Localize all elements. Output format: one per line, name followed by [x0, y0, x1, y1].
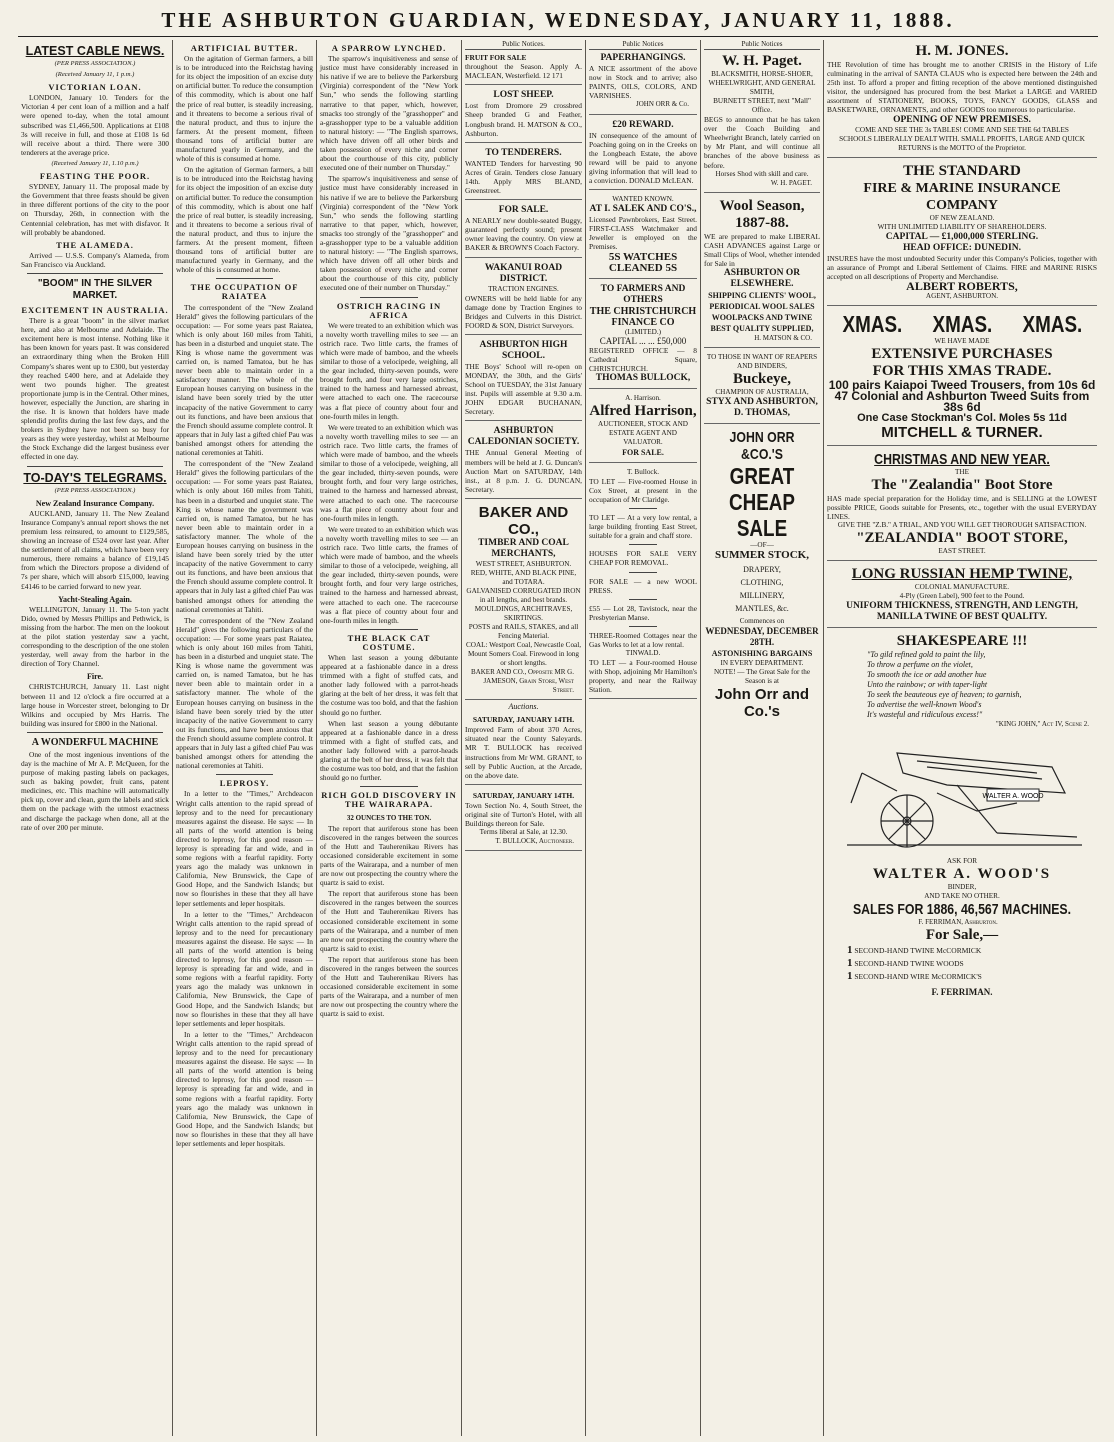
ad-capital: CAPITAL — £1,000,000 STERLING.	[885, 231, 1039, 242]
ad-highlight: 5S WATCHES CLEANED 5S	[608, 250, 678, 274]
ad-terms: Terms liberal at Sale, at 12.30.	[479, 828, 568, 837]
ad-item: FOR SALE — a new WOOL PRESS.	[589, 576, 697, 595]
ad-label: TINWALD.	[625, 649, 661, 658]
paget-ad	[704, 50, 820, 193]
ad-heading: MANILLA TWINE OF BEST QUALITY.	[876, 612, 1048, 623]
section-label: Public Notices	[589, 40, 697, 50]
ad-goods: MANTLES, &c.	[735, 604, 789, 614]
article-text: SYDNEY, January 11. The proposal made by the Government that three feasts should be given in three different portions of the city to the poor on Thursday, 26th, in connection with the Centennial celebration, has met with disfavor. It will probably be abandoned.	[21, 182, 169, 237]
ad-goods: CLOTHING,	[740, 578, 784, 588]
ad-text: OWNERS will be held liable for any damage done by Traction Engines to Bridges and Culverts in this District. FOORD & SON, District Surveyors.	[465, 293, 582, 330]
ad-signature: MITCHELL & TURNER.	[881, 423, 1043, 441]
ad-title: TO FARMERS AND OTHERS	[600, 283, 686, 305]
buggy-ad	[465, 202, 582, 257]
ad-address: WEST STREET, ASHBURTON.	[475, 559, 572, 568]
article-heading: OSTRICH RACING IN AFRICA	[336, 300, 442, 320]
machine-label: WALTER A. WOOD	[982, 793, 1044, 801]
poem-line: To seek the beauteous eye of heaven; to garnish,	[867, 690, 1022, 700]
ad-text: Licensed Pawnbrokers, East Street. FIRST-CLASS Watchmaker and Jeweller is employed on the Premises.	[589, 215, 697, 252]
ad-title: Wool Season,	[719, 197, 805, 214]
article-text: Arrived — U.S.S. Company's Alameda, from San Francisco via Auckland.	[21, 250, 169, 269]
ad-line: SCHOOLS LIBERALLY DEALT WITH. SMALL PROFITS, LARGE AND QUICK RETURNS is the MOTTO of the Proprietor.	[839, 134, 1085, 152]
tenderers-ad	[465, 145, 582, 200]
article-heading: A SPARROW LYNCHED.	[331, 43, 447, 53]
ad-text: BEGS to announce that he has taken over the Coach Building and Wheelwright Branch, lately carried on by Mr Plant, and will continue all branches of the above business as before.	[704, 115, 820, 170]
ad-of: —OF—	[750, 541, 774, 550]
ad-label: WANTED KNOWN.	[612, 195, 674, 204]
ad-address: EAST STREET.	[938, 547, 986, 556]
ad-title: ASHBURTON CALEDONIAN SOCIETY.	[467, 426, 580, 448]
ad-heading: FOR THIS XMAS TRADE.	[872, 362, 1052, 379]
ad-heading: OPENING OF NEW PREMISES.	[893, 114, 1031, 125]
twine-ad	[827, 563, 1097, 628]
article-subheading: 32 OUNCES TO THE TON.	[346, 813, 432, 822]
ad-title: H. M. JONES.	[915, 43, 1009, 59]
ad-heading: EXTENSIVE PURCHASES	[871, 345, 1053, 362]
section-heading: TO-DAY'S TELEGRAMS.	[23, 470, 167, 485]
list-item: 1 SECOND-HAND TWINE WOODS	[847, 957, 964, 970]
ad-text: HAS made special preparation for the Holiday time, and is SELLING at the LOWEST possible PRICE, Goods suitable for Presents, etc., together with the usual EVERYDAY LINES.	[827, 493, 1097, 522]
ad-item: TO LET — At a very low rental, a large building fronting East Street, suitable for a grain and chaff store.	[589, 513, 697, 541]
ad-text: Lost from Dromore 29 crossbred Sheep branded G and Feather, Longbush brand. H. MATSON & CO., Ashburton.	[465, 101, 582, 138]
ad-title: FRUIT FOR SALE	[465, 53, 527, 63]
ad-text: A NICE assortment of the above now in Stock and to arrive; also PAINTS, OILS, COLORS, AND VARNISHES.	[589, 64, 697, 101]
ad-line: ASK FOR	[946, 857, 978, 866]
article-text: We were treated to an exhibition which was a novelty worth travelling miles to see — an ostrich race. Two little carts, the frames of which were made of bamboo, and the wheels similar to those of a velocipede, weighing, all the gear included, thirty-seven pounds, were brought forth, and four very large ostriches, trained to the harness and harnessed abreast, were attached to each one. The racecourse was a flat piece of country about four and one-fourth miles in length.	[320, 422, 458, 523]
walter-wood-ad	[827, 630, 1097, 1002]
ad-title: WAKANUI ROAD DISTRICT.	[484, 262, 563, 284]
article-text: One of the most ingenious inventions of the day is the machine of Mr A. P. McQueen, for the purpose of making pasting labels on packages, such as baking powder, fruit cans, patent medicines, etc. This machine will automatically pick up, cover and clean, gum the labels and stick them on the package with the utmost exactness and discharge the package when done, all at the rate of over 200 per minute.	[21, 749, 169, 832]
xmas-word: XMAS.	[842, 310, 902, 337]
ad-title: WALTER A. WOOD'S	[872, 866, 1052, 883]
ad-text: Town Section No. 4, South Street, the original site of Turton's Hotel, with all Buildings thereon for Sale.	[465, 800, 582, 829]
ad-item: TO LET — a Four-roomed House with Shop, adjoining Mr Hamilton's property, and near the Railway Station.	[589, 658, 697, 695]
article-text: In a letter to the "Times," Archdeacon Wright calls attention to the rapid spread of leprosy and to the need for precautionary measures against the disease. He says: — In all parts of the world attention is being directed to leprosy, for this good reason — leprosy is spreading far and wide, and in some regions with a fearful rapidity. Forty years ago the malady was unknown in California, New Brunswick, the Cape of Good Hope, and the Sandwich Islands; but now so flourishes in these that they all have leper settlements and leper hospitals.	[176, 909, 313, 1028]
ad-heading: BEST QUALITY SUPPLIED,	[710, 324, 814, 334]
ad-title: £20 REWARD.	[612, 119, 674, 130]
ad-signature: H. MATSON & CO.	[754, 334, 812, 343]
article-text: On the agitation of German farmers, a bill is to be introduced into the Reichstag having for its object the imposition of an excise duty on artificial butter. To reduce the consumption of this commodity, which is about one half the price of real butter, is steadily increasing, and it threatens to become a serious rival of the natural product, and thus to injure the farmers. At the present moment, fifteen thousand tons of artificial butter are manufactured yearly in Germany, and the whole of this is consumed at home.	[176, 165, 313, 275]
ad-title: BAKER AND CO.,	[478, 503, 569, 538]
ad-item: POSTS and RAILS, STAKES, and all Fencing Material.	[468, 622, 579, 640]
article-text: The correspondent of the "New Zealand Herald" gives the following particulars of the occupation: — For some years past Raiatea, which is only about 160 miles from Tahiti, has been in a disturbed and unquiet state. The King is whose name the government was carried on, is named Tamatoa, but he has never been able to maintain order in a satisfactory manner. The whole of the European houses carrying on business in the island have been sorely tried by the utter incapacity of the native Government to carry out its functions, and have been anxious that the French should assume complete control. It appears that in July last a gifted chief Pau was banished amongst others for attending the national ceremonies at Tahiti.	[176, 302, 313, 458]
ad-item: COAL: Westport Coal, Newcastle Coal, Mount Somers Coal. Firewood in long or short lengths.	[465, 640, 582, 667]
ad-heading: ASTONISHING BARGAINS	[711, 649, 813, 659]
ad-subtitle: COLONIAL MANUFACTURE.	[914, 583, 1010, 592]
ad-date: WEDNESDAY, DECEMBER 28TH.	[705, 626, 819, 648]
ad-goods: DRAPERY,	[743, 565, 781, 575]
poem-line: To throw a perfume on the violet,	[867, 660, 973, 670]
ad-subtitle: IN EVERY DEPARTMENT.	[720, 659, 804, 668]
ad-signature: T. BULLOCK, Auctioneer.	[495, 837, 574, 846]
article-heading: FEASTING THE POOR.	[39, 171, 151, 182]
ad-label: T. Bullock.	[626, 467, 659, 476]
ad-text: WANTED Tenders for harvesting 90 Acres of Grain. Tenders close January 14th. Apply MRS BLAND, Greenstreet.	[465, 158, 582, 196]
high-school-ad	[465, 337, 582, 422]
ad-text: Improved Farm of about 370 Acres, situated near the County Saleyards. MR T. BULLOCK has received instructions from Mr WM. GRANT, to sell by Public Auction, at the Arcade, on the above date.	[465, 725, 582, 780]
ad-offer: 47 Colonial and Ashburton Tweed Suits from 38s 6d	[834, 388, 1090, 414]
poem-line: It's wasteful and ridiculous excess!"	[867, 710, 983, 720]
byline: (PER PRESS ASSOCIATION.)	[54, 60, 136, 67]
ad-text: THE Annual General Meeting of members will be held at J. G. Duncan's Auction Mart on SATURDAY, 14th inst., at 8 p.m. J. G. DUNCAN, Secretary.	[465, 448, 582, 494]
ad-text: REGISTERED OFFICE — 8 Cathedral Square, CHRISTCHURCH.	[589, 345, 697, 373]
article-heading: THE ALAMEDA.	[56, 239, 134, 250]
list-item-label: SECOND-HAND WIRE McCORMICK'S	[854, 972, 982, 982]
ad-note: Horses Shod with skill and care.	[715, 169, 809, 178]
section-label: Public Notices	[704, 40, 820, 50]
john-orr-sale-ad	[704, 426, 820, 724]
ad-text: IN consequence of the amount of Poaching going on in the Creeks on the Longbeach Estate, the above reward will be paid to anyone giving information that will lead to a conviction. DONALD McLEAN.	[589, 130, 697, 186]
column-articles-a	[173, 40, 316, 1438]
ad-title: THE STANDARD	[903, 162, 1021, 179]
article-text: There is a great "boom" in the silver market here, and also at Melbourne and Adelaide. The excitement here is most intense. Nothing like it has been known for years past. It was considered an extraordinary thing when the Broken Hill Company's shares went up to £300, but yesterday they reached £400 here, and at Adelaide they went two pounds higher. The greatest proportionate jump is in the Central. Other mines, however, especially the Junction, are sharing in the rise. It is known that holders have made splendid profits during the last few days, and the brokers in Sydney have not been so busy for years as they were yesterday, whilst at Melbourne the Stock Exchange did the largest business ever effected in one day.	[21, 316, 169, 462]
section-label: Auctions.	[508, 702, 539, 712]
column-public-notices-b	[586, 40, 700, 1438]
auction-ad	[465, 711, 582, 785]
list-item-label: SECOND-HAND TWINE WOODS	[854, 959, 964, 969]
article-heading: Yacht-Stealing Again.	[58, 594, 132, 604]
ad-heading: FOR SALE.	[622, 447, 664, 457]
ad-note: Commences on	[739, 617, 785, 626]
article-text: LONDON, January 10. Tenders for the Victorian 4 per cent loan of a million and a half were opened to-day, when the total amount subscribed was £1,466,500. Applications at £108 3s will receive in full, and those at £108 1s 6d will receive about a third. There were 300 tenderers at the average price.	[21, 93, 169, 157]
article-text: The correspondent of the "New Zealand Herald" gives the following particulars of the occupation: — For some years past Raiatea, which is only about 160 miles from Tahiti, has been in a disturbed and unquiet state. The King is whose name the government was carried on, is named Tamatoa, but he has never been able to maintain order in a satisfactory manner. The whole of the European houses carrying on business in the island have been sorely tried by the utter incapacity of the native Government to carry out its functions, and have been anxious that the French should assume complete control. It appears that in July last a gifted chief Pau was banished amongst others for attending the national ceremonies at Tahiti.	[176, 615, 313, 771]
ad-title: LONG RUSSIAN HEMP TWINE,	[851, 566, 1073, 583]
masthead	[18, 6, 1098, 37]
section-label: Public Notices.	[465, 40, 582, 50]
standard-insurance-ad	[827, 160, 1097, 306]
ad-subtitle: BLACKSMITH, HORSE-SHOER, WHEELWRIGHT, AND GENERAL SMITH,	[708, 70, 816, 97]
ad-great: GREAT	[729, 463, 795, 490]
article-heading: THE OCCUPATION OF RAIATEA	[190, 282, 299, 302]
salek-ad	[589, 192, 697, 278]
lost-sheep-ad	[465, 87, 582, 142]
ad-subtitle: (LIMITED.)	[624, 327, 662, 336]
ad-subtitle: TRACTION ENGINES.	[488, 284, 559, 293]
ad-subtitle: WITH UNLIMITED LIABILITY OF SHAREHOLDERS.	[877, 222, 1047, 231]
article-text: WELLINGTON, January 11. The 5-ton yacht Dido, owned by Messrs Phillips and Pethwick, is missing from the harbor. The men on the lookout at the pilot station yesterday saw a yacht, corresponding to the description of the one stolen yesterday, well away from the harbor in the direction of Tory Channel.	[21, 604, 169, 669]
article-text: The sparrow's inquisitiveness and sense of justice must have considerably increased in his native if we are to believe the Parkersburg (Virginia) correspondent of the "New York Sun," who sends the following startling narrative to that paper, which, however, smacks too strongly of the "grasshopper" and a-grasshopper type to be a valuable addition to natural history: — "The English sparrows, which have driven off all other birds and taken possession of every niche and corner about the courthouse of this city, publicly executed one of their number on Thursday."	[320, 174, 458, 293]
auction-ad	[465, 787, 582, 851]
article-heading: Fire.	[86, 672, 104, 682]
ad-label: A. Harrison.	[625, 393, 661, 402]
list-item: 1 SECOND-HAND TWINE McCORMICK	[847, 944, 982, 957]
article-text: In a letter to the "Times," Archdeacon Wright calls attention to the rapid spread of leprosy and to the need for precautionary measures against the disease. He says: — In all parts of the world attention is being directed to leprosy, for this good reason — leprosy is spreading far and wide, and in some regions with a fearful rapidity. Forty years ago the malady was unknown in California, New Brunswick, the Cape of Good Hope, and the Sandwich Islands; but now so flourishes in these that they all have leper settlements and leper hospitals.	[176, 789, 313, 908]
ad-office: HEAD OFFICE: DUNEDIN.	[903, 242, 1021, 253]
ad-year: 1887-88.	[735, 214, 789, 231]
wakanui-ad	[465, 260, 582, 335]
ad-company: THE CHRISTCHURCH FINANCE CO	[589, 305, 697, 328]
ad-subtitle: AND TAKE NO OTHER.	[924, 892, 1000, 901]
ad-cheap-sale: CHEAP SALE	[728, 489, 796, 542]
second-hand-list	[827, 944, 1097, 983]
ad-signature: John Orr and Co.'s	[714, 686, 810, 721]
ad-text: WE are prepared to make LIBERAL CASH ADVANCES against Large or Small Clips of Wool, whether intended for Sale in	[704, 231, 820, 269]
article-heading: THE BLACK CAT COSTUME.	[347, 632, 431, 652]
binder-machine-illustration	[837, 733, 1087, 853]
article-heading: ARTIFICIAL BUTTER.	[190, 43, 299, 53]
ad-heading: SHIPPING CLIENTS' WOOL,	[708, 291, 816, 301]
ad-signature: ALBERT ROBERTS,	[906, 278, 1018, 293]
article-heading: RICH GOLD DISCOVERY IN THE WAIRARAPA.	[321, 790, 457, 810]
article-text: CHRISTCHURCH, January 11. Last night between 11 and 12 o'clock a fire occurred at a large house in Worcester street, belonging to Dr Wilkins and occupied by Mrs Harris. The building was insured for £800 in the National.	[21, 682, 169, 728]
ad-heading: WOOLPACKS AND TWINE	[711, 313, 813, 323]
ad-title: PAPERHANGINGS.	[600, 53, 686, 64]
ad-title: Alfred Harrison,	[589, 402, 697, 419]
ad-heading: PERIODICAL WOOL SALES	[709, 302, 815, 312]
poem-line: Unto the rainbow; or with taper-light	[867, 680, 988, 690]
article-heading: New Zealand Insurance Company.	[35, 498, 155, 508]
poem-line: To smooth the ice or add another hue	[867, 670, 987, 680]
ad-signature: W. H. PAGET.	[770, 178, 812, 187]
ad-subtitle: AGENT, ASHBURTON.	[925, 291, 999, 300]
poem	[827, 650, 1097, 720]
ad-item: TO LET — Five-roomed House in Cox Street, at present in the occupation of Mr Claridge.	[589, 476, 697, 504]
column-articles-b	[317, 40, 461, 1438]
finance-ad	[589, 281, 697, 389]
article-text: The correspondent of the "New Zealand Herald" gives the following particulars of the occupation: — For some years past Raiatea, which is only about 160 miles from Tahiti, has been in a disturbed and unquiet state. The King is whose name the government was carried on, is named Tamatoa, but he has never been able to maintain order in a satisfactory manner. The whole of the European houses carrying on business in the island have been sorely tried by the utter incapacity of the native Government to carry out its functions, and have been anxious that the French should assume complete control. It appears that in July last a gifted chief Pau was banished amongst others for attending the national ceremonies at Tahiti.	[176, 459, 313, 614]
ad-heading: STYX AND ASHBURTON,	[706, 397, 818, 408]
ad-subtitle: 4-Ply (Green Label), 900 feet to the Pound.	[899, 592, 1025, 601]
ad-note: NOTE! — The Great Sale for the Season is at	[713, 668, 811, 686]
ad-subtitle: TO THOSE IN WANT OF REAPERS AND BINDERS,	[706, 353, 818, 371]
ad-title: SHAKESPEARE !!!	[896, 633, 1028, 650]
ad-heading: ASHBURTON OR ELSEWHERE.	[723, 268, 801, 290]
paperhangings-ad	[589, 50, 697, 114]
xmas-word: XMAS.	[1022, 310, 1082, 337]
article-text: AUCKLAND, January 11. The New Zealand Insurance Company's annual report shows the net premium less reinsured, to amount to £129,585, showing an increase of £524 over last year. After the settlement of all claims, which have been very numerous, there remains a balance of £19,145 from which the Directors propose a dividend of 7s per share, which will absorb £15,000, leaving £4146 to be carried forward to new year.	[21, 508, 169, 591]
caledonian-ad	[465, 423, 582, 498]
ad-heading: For Sale,—	[925, 927, 999, 944]
ad-offer: One Case Stockman's Col. Moles 5s 11d	[857, 411, 1067, 424]
xmas-word: XMAS.	[932, 310, 992, 337]
article-text: The report that auriferous stone has been discovered in the ranges between the sources of the Hutt and Tauherenikau Rivers has occasioned considerable excitement in some parts of the Wairarapa, and a number of men are now out prospecting the country where the quartz is said to exist.	[320, 889, 458, 953]
newspaper-title: THE ASHBURTON GUARDIAN, WEDNESDAY, JANUARY 11, 1888.	[161, 8, 955, 32]
reward-ad	[589, 117, 697, 191]
article-text: We were treated to an exhibition which was a novelty worth travelling miles to see — an ostrich race. Two little carts, the frames of which were made of bamboo, and the wheels similar to those of a velocipede, weighing, all the gear included, thirty-seven pounds, were brought forth, and four very large ostriches, trained to the harness and harnessed abreast, were attached to each one. The racecourse was a flat piece of country about four and one-fourth miles in length.	[320, 320, 458, 421]
mitchell-turner-ad	[827, 308, 1097, 446]
ad-title: Buckeye,	[733, 371, 791, 388]
ad-title: W. H. Paget.	[722, 53, 802, 70]
article-subheading: EXCITEMENT IN AUSTRALIA.	[21, 304, 169, 315]
article-heading: VICTORIAN LOAN.	[48, 82, 142, 93]
article-heading: LEPROSY.	[219, 778, 270, 789]
ad-goods: MILLINERY,	[739, 591, 785, 601]
ad-text: THE Revolution of time has brought me to another CRISIS in the History of Life culminating in the arrival of SANTA CLAUS who is expected here between the 24th and 25th inst. To afford a proper and fitting reception of the above mentioned distinguished visitor, the undersigned has procured from the best Market a LARGE and VARIED assortment of STATIONERY, BOOKS, TOYS, FANCY GOODS, GLASS and BASKETWARE, ORNAMENTS, and other GOODS too numerous to particularise.	[827, 60, 1097, 115]
ad-subtitle: TIMBER AND COAL MERCHANTS,	[478, 537, 569, 559]
poem-line: To advertise the well-known Wood's	[867, 700, 982, 710]
ad-title: JOHN ORR &CO.'S	[729, 429, 795, 464]
poem-attribution: "KING JOHN," Act IV, Scene 2.	[995, 720, 1089, 729]
ad-subtitle: WE HAVE MADE	[934, 336, 990, 345]
ad-text: THE Boys' School will re-open on MONDAY, the 30th, and the Girls' School on TUESDAY, the 31st January inst. Pupils will assemble at 9.30 a.m. JOHN EDGAR BUCHANAN, Secretary.	[465, 361, 582, 417]
ad-item: THREE-Roomed Cottages near the Gas Works to let at a low rental.	[589, 630, 697, 649]
column-cable-news	[18, 40, 172, 1438]
column-public-notices-a	[462, 40, 585, 1438]
received-time: (Received January 11, 1.10 p.m.)	[51, 159, 139, 167]
article-text: When last season a young débutante appeared at a fashionable dance in a dress trimmed with a fight of stuffed cats, and another lady followed with a parrot-heads glaring at the belt of her dress, it was felt that the costume was too bold, and that the fashion should go no further.	[320, 653, 458, 717]
ad-address: BURNETT STREET, next "Mall" Office.	[713, 97, 811, 115]
section-heading: LATEST CABLE NEWS.	[25, 44, 165, 58]
ad-line: GIVE THE "Z.B." A TRIAL, AND YOU WILL GET THOROUGH SATISFACTION.	[837, 521, 1087, 530]
ad-text: INSURES have the most undoubted Security under this Company's Policies, together with an assurance of Prompt and Liberal Settlement of Claims. FIRE and MARINE RISKS accepted on all descriptions of Property and Merchandise.	[827, 253, 1097, 281]
byline: (PER PRESS ASSOCIATION.)	[54, 486, 136, 494]
ad-signature: F. FERRIMAN.	[931, 987, 993, 998]
ad-item: RED, WHITE, AND BLACK PINE, and TOTARA.	[470, 568, 577, 586]
article-text: The report that auriferous stone has been discovered in the ranges between the sources of the Hutt and Tauherenikau Rivers has occasioned considerable excitement in some parts of the Wairarapa, and a number of men are now out prospecting the country where the quartz is said to exist.	[320, 954, 458, 1019]
ad-subtitle: CHAMPION OF AUSTRALIA,	[715, 388, 809, 397]
ad-title: SATURDAY, JANUARY 14TH.	[472, 790, 575, 800]
harrison-ad	[589, 391, 697, 463]
ad-item: £55 — Lot 28, Tavistock, near the Presbyterian Manse.	[589, 603, 697, 622]
wool-season-ad	[704, 195, 820, 348]
ad-item: GALVANISED CORRUGATED IRON in all lengths, and best brands.	[466, 586, 581, 604]
ad-store-name: The "Zealandia" Boot Store	[871, 476, 1053, 493]
ad-title: TO TENDERERS.	[485, 147, 562, 158]
ad-title: AT I. SALEK AND CO'S.,	[589, 204, 697, 215]
ad-signature: JOHN ORR & Co.	[635, 100, 689, 109]
ad-heading: UNIFORM THICKNESS, STRENGTH, AND LENGTH,	[846, 601, 1078, 612]
zealandia-ad	[827, 448, 1097, 561]
xmas-banner	[827, 311, 1097, 337]
ad-line: COME AND SEE THE 3s TABLES! COME AND SEE THE 6d TABLES	[855, 125, 1069, 134]
article-text: In a letter to the "Times," Archdeacon Wright calls attention to the rapid spread of leprosy and to the need for precautionary measures against the disease. He says: — In all parts of the world attention is being directed to leprosy, for this good reason — leprosy is spreading far and wide, and in some regions with a fearful rapidity. Forty years ago the malady was unknown in California, New Brunswick, the Cape of Good Hope, and the Sandwich Islands; but now so flourishes in these that they all have leper settlements and leper hospitals.	[176, 1029, 313, 1148]
ad-subtitle: AUCTIONEER, STOCK AND ESTATE AGENT AND VALUATOR.	[598, 419, 688, 446]
ad-signature: "ZEALANDIA" BOOT STORE,	[856, 530, 1068, 547]
article-text: We were treated to an exhibition which was a novelty worth travelling miles to see — an ostrich race. Two little carts, the frames of which were made of bamboo, and the wheels similar to those of a velocipede, weighing, all the gear included, thirty-seven pounds, were brought forth, and four very large ostriches, trained to the harness and harnessed abreast, were attached to each one. The racecourse was a flat piece of country about four and one-fourth miles in length.	[320, 524, 458, 625]
ad-signature: F. FERRIMAN, Ashburton.	[918, 918, 998, 927]
ad-capital: CAPITAL ... ... £50,000	[599, 335, 687, 346]
ad-title: CHRISTMAS AND NEW YEAR.	[874, 450, 1050, 468]
ad-summer-stock: SUMMER STOCK,	[715, 549, 809, 562]
ad-offer: 100 pairs Kaiapoi Tweed Trousers, from 10s 6d	[828, 377, 1096, 392]
ad-item: MOULDINGS, ARCHITRAVES, SKIRTINGS.	[474, 604, 573, 622]
ad-title: FIRE & MARINE INSURANCE COMPANY	[863, 180, 1061, 213]
article-text: The report that auriferous stone has been discovered in the ranges between the sources of the Hutt and Tauherenikau Rivers has occasioned considerable excitement in some parts of the Wairarapa, and a number of men are now out prospecting the country where the quartz is said to exist.	[320, 823, 458, 888]
ad-subtitle: BINDER,	[947, 883, 977, 892]
baker-co-ad	[465, 501, 582, 700]
jones-ad	[827, 40, 1097, 158]
ad-title: ASHBURTON HIGH SCHOOL.	[479, 339, 568, 361]
article-text: When last season a young débutante appeared at a fashionable dance in a dress trimmed with a fight of stuffed cats, and another lady followed with a parrot-heads glaring at the belt of her dress, it was felt that the costume was too bold, and that the fashion should go no further.	[320, 718, 458, 783]
article-text: On the agitation of German farmers, a bill is to be introduced into the Reichstag having for its object the imposition of an excise duty on artificial butter. To reduce the consumption of this commodity, which is about one half the price of real butter, is steadily increasing, and it threatens to become a serious rival of the natural product, and thus to injure the farmers. At the present moment, fifteen thousand tons of artificial butter are manufactured yearly in Germany, and the whole of this is consumed at home.	[176, 54, 313, 164]
ad-signature: BAKER AND CO., Opposite MR G. JAMESON, Grain Store, West Street.	[471, 667, 574, 695]
list-item-label: SECOND-HAND TWINE McCORMICK	[854, 946, 982, 956]
ad-the: THE	[955, 467, 969, 476]
article-text: The sparrow's inquisitiveness and sense of justice must have considerably increased in his native if we are to believe the Parkersburg (Virginia) correspondent of the "New York Sun," who sends the following startling narrative to that paper, which, however, smacks too strongly of the "grasshopper" and a-grasshopper type to be a valuable addition to natural history: — "The English sparrows, which have driven off all other birds and taken possession of every niche and corner about the courthouse of this city, publicly executed one of their number on Thursday."	[320, 54, 458, 173]
ad-signature: THOMAS BULLOCK,	[595, 372, 691, 383]
bullock-ad	[589, 465, 697, 700]
ad-subtitle: OF NEW ZEALAND.	[929, 213, 995, 222]
buckeye-ad	[704, 350, 820, 424]
fruit-ad	[465, 50, 582, 85]
column-public-notices-c	[701, 40, 823, 1438]
article-heading: "BOOM" IN THE SILVER MARKET.	[37, 277, 153, 301]
poem-line: "To gild refined gold to paint the lily,	[867, 650, 986, 660]
ad-signature: D. THOMAS,	[733, 408, 791, 419]
list-item: 1 SECOND-HAND WIRE McCORMICK'S	[847, 970, 982, 983]
column-display-ads	[824, 40, 1100, 1438]
ad-text: A NEARLY new double-seated Buggy, guaranteed perfectly sound; present owner leaving the country. On view at BAKER & BROWN'S Coach Factory.	[465, 216, 582, 253]
ad-sales: SALES FOR 1886, 46,567 MACHINES.	[852, 901, 1072, 919]
ad-title: LOST SHEEP.	[493, 90, 554, 101]
ad-title: FOR SALE.	[498, 205, 549, 216]
received-time: (Received January 11, 1 p.m.)	[55, 71, 135, 79]
article-heading: A WONDERFUL MACHINE	[31, 736, 159, 748]
ad-item: HOUSES FOR SALE VERY CHEAP FOR REMOVAL.	[589, 549, 697, 568]
ad-text: throughout the Season. Apply A. MACLEAN, Westerfield. 12 171	[465, 62, 582, 81]
ad-title: SATURDAY, JANUARY 14TH.	[472, 715, 575, 725]
